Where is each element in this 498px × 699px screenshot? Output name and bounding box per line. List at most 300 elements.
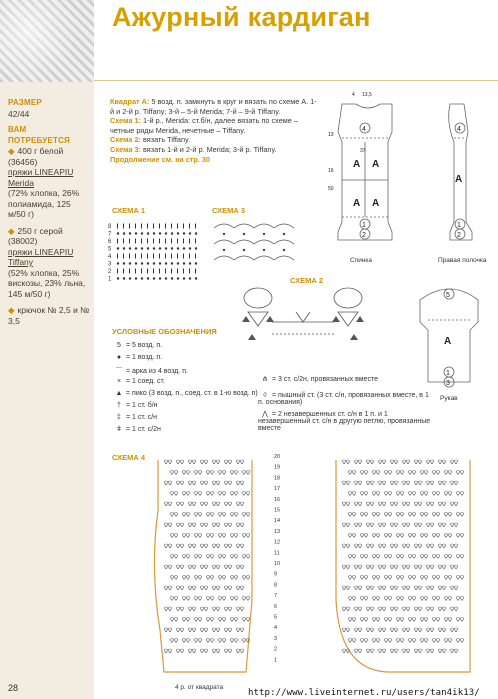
schema3-label: СХЕМА 3 — [212, 206, 246, 215]
stitch-mark — [409, 597, 416, 601]
legend-item — [112, 402, 158, 409]
stitch-mark — [379, 565, 386, 569]
stitch-mark — [439, 460, 446, 464]
stitch-mark — [117, 224, 118, 229]
stitch-mark — [439, 502, 446, 506]
stitch-mark — [171, 555, 178, 559]
stitch-mark — [439, 565, 446, 569]
stitch-mark — [403, 523, 410, 527]
stitch-mark — [433, 555, 440, 559]
stitch-mark — [385, 639, 392, 643]
stitch-mark — [433, 534, 440, 538]
stitch-mark — [165, 481, 172, 485]
stitch-mark — [141, 277, 143, 279]
stitch-mark — [237, 607, 244, 611]
stitch-mark — [373, 639, 380, 643]
stitch-mark — [189, 232, 191, 234]
stitch-mark — [141, 269, 142, 274]
stitch-mark — [153, 254, 154, 259]
stitch-mark — [415, 607, 422, 611]
stitch-mark — [343, 481, 350, 485]
stitch-mark — [355, 649, 362, 653]
stitch-mark — [201, 628, 208, 632]
legend-symbol-icon: ǂ — [116, 426, 122, 433]
puff-stitch-icon: ◊ — [263, 392, 267, 399]
back-pattern — [328, 92, 392, 240]
stitch-mark — [231, 534, 238, 538]
stitch-mark — [189, 254, 190, 259]
row-number: 2 — [108, 269, 112, 275]
legend-heading: УСЛОВНЫЕ ОБОЗНАЧЕНИЯ — [112, 327, 217, 336]
stitch-mark — [177, 277, 179, 279]
stitch-mark — [445, 576, 452, 580]
stitch-mark — [451, 586, 458, 590]
stitch-mark — [159, 269, 160, 274]
stitch-mark — [117, 232, 119, 234]
stitch-mark — [171, 247, 173, 249]
source-link[interactable]: http://www.liveinternet.ru/users/tan4ik13/ — [248, 688, 480, 698]
stitch-mark — [171, 576, 178, 580]
stitch-mark — [237, 628, 244, 632]
stitch-mark — [171, 534, 178, 538]
stitch-mark — [165, 628, 172, 632]
row-number: 7 — [108, 231, 112, 238]
stitch-mark — [189, 481, 196, 485]
schema2-diagram — [228, 282, 378, 348]
legend-right-item: ◊ = пышный ст. (3 ст. с/н, провязанных вместе, в 1 п. основания) — [258, 392, 429, 406]
stitch-mark — [237, 523, 244, 527]
stitch-mark — [153, 247, 155, 249]
stitch-mark — [427, 481, 434, 485]
stitch-mark — [141, 254, 142, 259]
stitch-mark — [451, 481, 458, 485]
stitch-mark — [361, 513, 368, 517]
stitch-mark — [243, 534, 250, 538]
row-number: 4 — [274, 625, 278, 632]
legend-item — [112, 354, 162, 361]
stitch-mark — [189, 460, 196, 464]
stitch-mark — [171, 618, 178, 622]
stitch-mark — [231, 618, 238, 622]
stitch-mark — [189, 523, 196, 527]
stitch-mark — [427, 607, 434, 611]
stitch-mark — [243, 576, 250, 580]
row-number: 3 — [274, 635, 278, 642]
stitch-mark — [177, 232, 179, 234]
stitch-mark — [243, 597, 250, 601]
stitch-mark — [427, 565, 434, 569]
stitch-mark — [141, 232, 143, 234]
row-number: 14 — [274, 518, 281, 525]
svg-text:A: A — [444, 336, 452, 347]
stitch-mark — [355, 544, 362, 548]
stitch-mark — [397, 576, 404, 580]
row-number: 5 — [274, 614, 278, 621]
legend-symbol-icon: † — [117, 402, 121, 409]
divider — [94, 80, 498, 81]
stitch-mark — [349, 534, 356, 538]
stitch-mark — [231, 597, 238, 601]
legend-symbol-icon: ● — [116, 354, 122, 361]
stitch-mark — [195, 639, 202, 643]
stitch-mark — [343, 628, 350, 632]
stitch-mark — [153, 232, 155, 234]
stitch-mark — [225, 628, 232, 632]
stitch-mark — [177, 239, 178, 244]
stitch-mark — [427, 460, 434, 464]
stitch-mark — [225, 523, 232, 527]
stitch-mark — [367, 586, 374, 590]
stitch-mark — [343, 523, 350, 527]
stitch-mark — [421, 576, 428, 580]
stitch-mark — [457, 555, 464, 559]
stitch-mark — [243, 513, 250, 517]
stitch-mark — [201, 502, 208, 506]
stitch-mark — [457, 618, 464, 622]
stitch-mark — [403, 481, 410, 485]
stitch-mark — [457, 492, 464, 496]
row-number: 7 — [274, 593, 278, 600]
yarn1: ◆ 400 г белой (36456) пряжи LINEAPIU Merida (72% хлопка, 26% полиамида, 125 м/50 г) — [8, 146, 80, 219]
stitch-mark — [415, 544, 422, 548]
legend-item — [112, 390, 258, 397]
stitch-mark — [403, 628, 410, 632]
svg-text:13: 13 — [328, 132, 334, 138]
stitch-mark — [391, 460, 398, 464]
stitch-mark — [177, 224, 178, 229]
stitch-mark — [409, 618, 416, 622]
stitch-mark — [439, 607, 446, 611]
stitch-mark — [361, 618, 368, 622]
stitch-mark — [177, 247, 179, 249]
stitch-mark — [171, 232, 173, 234]
stitch-mark — [165, 544, 172, 548]
stitch-mark — [391, 544, 398, 548]
stitch-mark — [403, 586, 410, 590]
stitch-mark — [195, 513, 202, 517]
stitch-mark — [231, 639, 238, 643]
page-title: Ажурный кардиган — [112, 2, 371, 32]
stitch-mark — [213, 460, 220, 464]
stitch-mark — [129, 239, 130, 244]
stitch-mark — [225, 502, 232, 506]
stitch-mark — [171, 639, 178, 643]
stitch-mark — [165, 523, 172, 527]
stitch-mark — [195, 247, 197, 249]
stitch-mark — [177, 544, 184, 548]
stitch-mark — [225, 649, 232, 653]
stitch-mark — [457, 597, 464, 601]
stitch-mark — [183, 262, 185, 264]
stitch-mark — [451, 523, 458, 527]
stitch-mark — [177, 481, 184, 485]
row-number: 11 — [274, 550, 280, 557]
stitch-mark — [367, 628, 374, 632]
stitch-mark — [165, 269, 166, 274]
stitch-mark — [385, 576, 392, 580]
row-number: 2 — [274, 646, 278, 653]
stitch-mark — [379, 502, 386, 506]
stitch-mark — [147, 239, 148, 244]
svg-text:A: A — [372, 198, 380, 209]
stitch-mark — [343, 544, 350, 548]
stitch-mark — [183, 492, 190, 496]
legend-text: = 1 соед. ст. — [126, 378, 165, 385]
stitch-mark — [397, 534, 404, 538]
stitch-mark — [213, 586, 220, 590]
stitch-mark — [409, 534, 416, 538]
svg-text:A: A — [353, 198, 361, 209]
stitch-mark — [451, 544, 458, 548]
stitch-mark — [213, 523, 220, 527]
stitch-mark — [355, 523, 362, 527]
legend-text: = 1 ст. с/н — [126, 414, 158, 421]
stitch-mark — [219, 534, 226, 538]
legend-right-item: ⋔ = 3 ст. с/2н, провязанных вместе — [258, 375, 378, 383]
front-pattern — [449, 104, 472, 240]
row-number: 13 — [274, 528, 281, 535]
stitch-mark — [373, 513, 380, 517]
svg-text:4: 4 — [352, 92, 355, 98]
stitch-mark — [159, 262, 161, 264]
stitch-mark — [457, 639, 464, 643]
stitch-mark — [445, 639, 452, 643]
stitch-mark — [183, 618, 190, 622]
stitch-mark — [183, 247, 185, 249]
stitch-mark — [171, 492, 178, 496]
stitch-mark — [367, 544, 374, 548]
stitch-mark — [213, 481, 220, 485]
svg-text:3: 3 — [446, 380, 450, 387]
stitch-mark — [367, 565, 374, 569]
stitch-mark — [361, 639, 368, 643]
legend-text: = 5 возд. п. — [126, 342, 163, 349]
stitch-mark — [231, 576, 238, 580]
stitch-mark — [439, 544, 446, 548]
stitch-mark — [135, 224, 136, 229]
stitch-mark — [171, 277, 173, 279]
svg-text:A: A — [455, 174, 463, 185]
stitch-mark — [207, 555, 214, 559]
stitch-mark — [213, 565, 220, 569]
need-heading: ВАМ ПОТРЕБУЕТСЯ — [8, 125, 71, 145]
stitch-mark — [117, 277, 119, 279]
stitch-mark — [165, 277, 167, 279]
stitch-mark — [219, 555, 226, 559]
stitch-mark — [349, 597, 356, 601]
stitch-mark — [183, 269, 184, 274]
stitch-mark — [361, 492, 368, 496]
svg-text:1: 1 — [446, 370, 450, 377]
stitch-mark — [445, 492, 452, 496]
size-value: 42/44 — [8, 108, 30, 119]
stitch-mark — [361, 555, 368, 559]
stitch-mark — [177, 607, 184, 611]
stitch-mark — [385, 618, 392, 622]
stitch-mark — [379, 628, 386, 632]
stitch-mark — [171, 471, 178, 475]
stitch-mark — [201, 481, 208, 485]
stitch-mark — [457, 471, 464, 475]
stitch-mark — [367, 460, 374, 464]
stitch-mark — [349, 492, 356, 496]
row-number: 4 — [108, 254, 112, 260]
stitch-mark — [207, 618, 214, 622]
stitch-mark — [165, 649, 172, 653]
stitch-mark — [129, 232, 131, 234]
row-number: 9 — [274, 571, 278, 578]
stitch-mark — [231, 513, 238, 517]
stitch-mark — [391, 565, 398, 569]
stitch-mark — [141, 239, 142, 244]
stitch-mark — [183, 232, 185, 234]
hooks: ◆ крючок № 2,5 и № 3,5 — [8, 305, 90, 326]
stitch-mark — [165, 224, 166, 229]
stitch-mark — [177, 502, 184, 506]
schema1-label: СХЕМА 1 — [112, 206, 146, 215]
bullet-icon: ◆ — [8, 225, 15, 236]
stitch-mark — [433, 597, 440, 601]
stitch-mark — [409, 639, 416, 643]
stitch-mark — [219, 618, 226, 622]
stitch-mark — [415, 649, 422, 653]
stitch-mark — [231, 555, 238, 559]
stitch-mark — [177, 254, 178, 259]
stitch-mark — [195, 277, 197, 279]
stitch-mark — [379, 607, 386, 611]
stitch-mark — [147, 232, 149, 234]
sidebar — [0, 0, 94, 699]
stitch-mark — [183, 534, 190, 538]
stitch-mark — [367, 481, 374, 485]
stitch-mark — [171, 254, 172, 259]
stitch-mark — [457, 576, 464, 580]
stitch-mark — [165, 460, 172, 464]
stitch-mark — [195, 224, 196, 229]
stitch-mark — [201, 523, 208, 527]
stitch-mark — [147, 247, 149, 249]
stitch-mark — [153, 239, 154, 244]
stitch-mark — [207, 492, 214, 496]
stitch-mark — [165, 247, 167, 249]
stitch-mark — [237, 481, 244, 485]
svg-text:1: 1 — [362, 222, 366, 229]
row-number: 8 — [108, 224, 112, 230]
stitch-mark — [427, 523, 434, 527]
stitch-mark — [135, 269, 136, 274]
stitch-mark — [201, 649, 208, 653]
decrease-3-icon: ⋔ — [262, 376, 268, 383]
stitch-mark — [189, 544, 196, 548]
stitch-mark — [385, 492, 392, 496]
stitch-mark — [355, 586, 362, 590]
row-number: 20 — [274, 454, 281, 460]
stitch-mark — [165, 239, 166, 244]
stitch-mark — [189, 649, 196, 653]
stitch-mark — [213, 628, 220, 632]
stitch-mark — [117, 247, 119, 249]
stitch-mark — [189, 607, 196, 611]
svg-text:A: A — [372, 159, 380, 170]
stitch-mark — [135, 247, 137, 249]
stitch-mark — [231, 471, 238, 475]
stitch-mark — [141, 224, 142, 229]
stitch-mark — [385, 597, 392, 601]
stitch-mark — [397, 471, 404, 475]
stitch-mark — [219, 597, 226, 601]
stitch-mark — [195, 597, 202, 601]
stitch-mark — [427, 544, 434, 548]
stitch-mark — [207, 471, 214, 475]
stitch-mark — [183, 224, 184, 229]
legend-symbol-icon: ‡ — [117, 414, 121, 421]
stitch-mark — [385, 534, 392, 538]
stitch-mark — [177, 649, 184, 653]
stitch-mark — [183, 576, 190, 580]
schema4-label: СХЕМА 4 — [112, 453, 146, 462]
stitch-mark — [343, 607, 350, 611]
stitch-mark — [201, 460, 208, 464]
row-number: 19 — [274, 464, 281, 471]
stitch-mark — [195, 239, 196, 244]
cluster-icon: ⋀ — [262, 411, 268, 418]
stitch-mark — [415, 628, 422, 632]
stitch-mark — [129, 277, 131, 279]
stitch-mark — [433, 492, 440, 496]
stitch-mark — [445, 471, 452, 475]
stitch-mark — [349, 639, 356, 643]
stitch-mark — [433, 513, 440, 517]
stitch-mark — [415, 460, 422, 464]
row-number: 8 — [274, 582, 278, 589]
lace-photo — [0, 0, 94, 82]
stitch-mark — [177, 586, 184, 590]
svg-text:5: 5 — [446, 292, 450, 299]
row-number: 1 — [274, 657, 278, 664]
stitch-mark — [183, 277, 185, 279]
stitch-mark — [201, 565, 208, 569]
schema1-diagram — [108, 218, 208, 288]
legend-item — [112, 366, 188, 376]
stitch-mark — [225, 544, 232, 548]
stitch-mark — [123, 277, 125, 279]
row-number: 5 — [108, 246, 112, 253]
legend-item — [112, 378, 165, 385]
stitch-mark — [243, 618, 250, 622]
stitch-mark — [189, 224, 190, 229]
stitch-mark — [439, 586, 446, 590]
stitch-mark — [421, 471, 428, 475]
svg-text:2: 2 — [362, 232, 366, 239]
stitch-mark — [135, 232, 137, 234]
stitch-mark — [421, 555, 428, 559]
legend-text: = пико (3 возд. п., соед. ст. в 1-ю возд. п) — [126, 390, 258, 397]
stitch-mark — [343, 586, 350, 590]
stitch-mark — [445, 513, 452, 517]
stitch-mark — [415, 586, 422, 590]
stitch-mark — [183, 513, 190, 517]
stitch-mark — [343, 502, 350, 506]
stitch-mark — [457, 534, 464, 538]
stitch-mark — [159, 254, 160, 259]
stitch-mark — [237, 460, 244, 464]
stitch-mark — [391, 481, 398, 485]
legend-symbol-icon: ▲ — [115, 390, 123, 397]
stitch-mark — [433, 471, 440, 475]
stitch-mark — [355, 502, 362, 506]
stitch-mark — [451, 460, 458, 464]
legend-item — [112, 342, 162, 349]
